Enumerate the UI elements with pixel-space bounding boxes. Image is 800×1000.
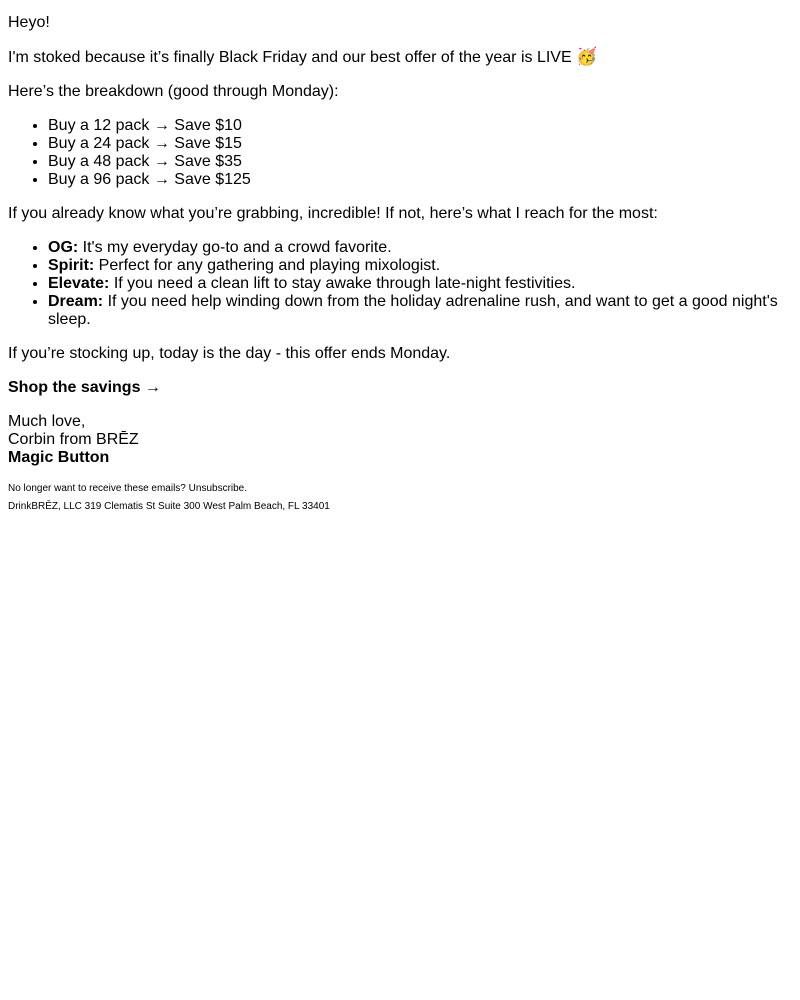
product-name: Elevate: xyxy=(48,275,110,292)
product-name: Dream: xyxy=(48,293,104,310)
product-item-elevate xyxy=(48,275,792,293)
magic-button-label: Magic Button xyxy=(8,449,110,466)
signoff: Much love, xyxy=(8,413,86,430)
intro-paragraph xyxy=(8,48,792,67)
company-address: DrinkBRĒZ, LLC 319 Clematis St Suite 300 West Palm Beach, FL 33401 xyxy=(8,501,330,512)
product-item-spirit xyxy=(48,257,792,275)
partying-face-icon: 🥳 xyxy=(576,47,598,66)
reach-text: If you already know what you’re grabbing, incredible! If not, here’s what I reach for the most: xyxy=(8,205,658,222)
product-name: OG: xyxy=(48,239,79,256)
offer-item: • Buy a 24 pack → Save $15 xyxy=(48,135,792,153)
unsubscribe-link[interactable]: Unsubscribe. xyxy=(188,483,248,494)
shop-savings-link[interactable] xyxy=(8,379,161,396)
unsubscribe-text: No longer want to receive these emails? xyxy=(8,483,186,494)
offer-item: • Buy a 12 pack → Save $10 xyxy=(48,117,792,135)
greeting: Heyo! xyxy=(8,14,50,31)
unsubscribe-line xyxy=(8,483,792,495)
product-desc: If you need a clean lift to stay awake through late-night festivities. xyxy=(109,275,576,292)
signer: Corbin from BRĒZ xyxy=(8,431,139,448)
product-item-og xyxy=(48,239,792,257)
closing-text: If you’re stocking up, today is the day - this offer ends Monday. xyxy=(8,345,451,362)
product-item-dream xyxy=(48,293,792,329)
offer-list xyxy=(8,117,792,189)
magic-button[interactable] xyxy=(8,449,109,466)
product-list xyxy=(8,239,792,329)
intro-text: I'm stoked because it’s finally Black Friday and our best offer of the year is LIVE xyxy=(8,49,572,66)
product-name: Spirit: xyxy=(48,257,95,274)
product-desc: Perfect for any gathering and playing mixologist. xyxy=(94,257,441,274)
shop-savings-label: Shop the savings → xyxy=(8,379,161,396)
breakdown-heading: Here’s the breakdown (good through Monday): xyxy=(8,83,339,100)
offer-item: • Buy a 48 pack → Save $35 xyxy=(48,153,792,171)
signature xyxy=(8,413,792,467)
offer-item: • Buy a 96 pack → Save $125 xyxy=(48,171,792,189)
product-desc: If you need help winding down from the holiday adrenaline rush, and want to get a good night's sleep. xyxy=(48,293,778,328)
product-desc: It's my everyday go-to and a crowd favorite. xyxy=(78,239,392,256)
